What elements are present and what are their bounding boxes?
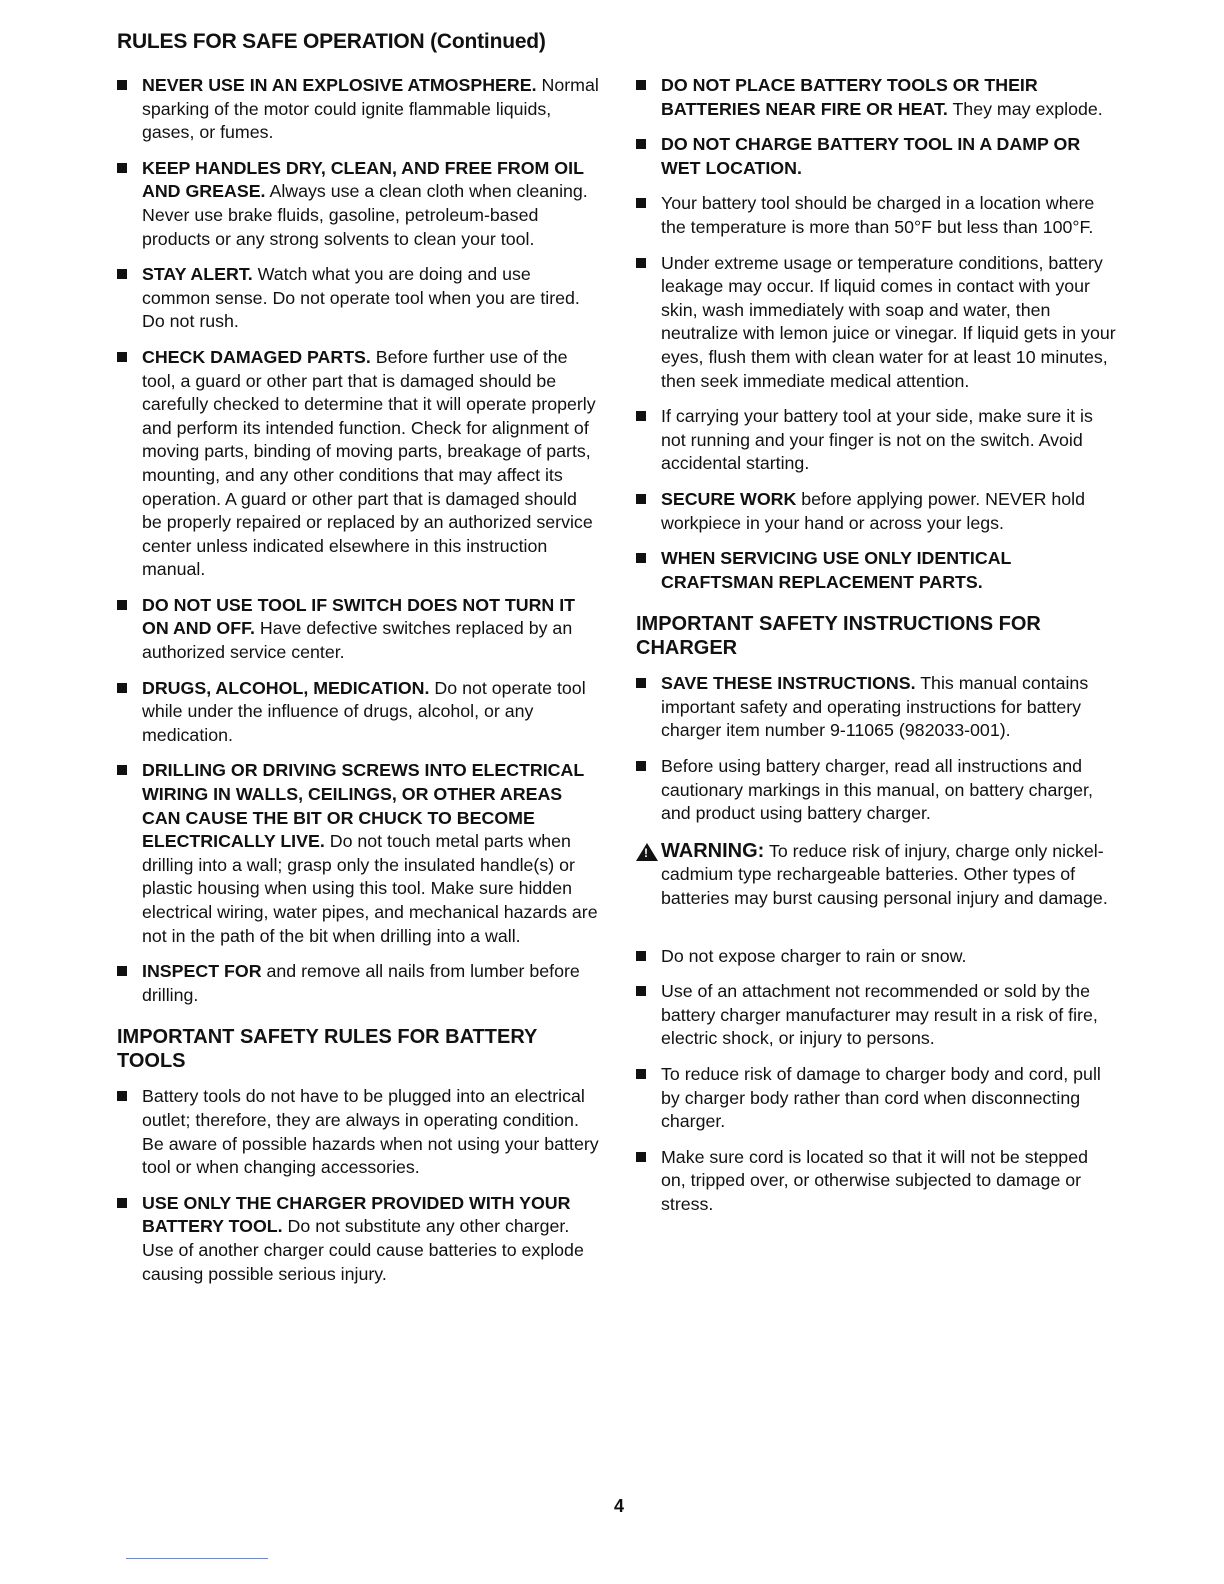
item-text: Before using battery charger, read all instructions and cautionary markings in this manual, on battery charger, and product using battery charger. xyxy=(661,756,1093,824)
square-bullet-icon xyxy=(117,683,127,693)
square-bullet-icon xyxy=(117,1198,127,1208)
item-lead-bold: NEVER USE IN AN EXPLOSIVE ATMOSPHERE. xyxy=(142,75,537,95)
list-item xyxy=(636,192,1116,239)
list-item xyxy=(117,1192,601,1286)
battery-rules-list xyxy=(117,1085,601,1286)
square-bullet-icon xyxy=(117,269,127,279)
list-item xyxy=(117,74,601,145)
item-text: before applying power. NEVER hold workpiece in your hand or across your legs. xyxy=(661,488,1085,533)
charger-instructions-list-continued xyxy=(636,945,1116,1217)
item-lead-bold: KEEP HANDLES DRY, CLEAN, AND FREE FROM OIL AND GREASE. xyxy=(142,157,584,202)
square-bullet-icon xyxy=(117,1091,127,1101)
list-item xyxy=(636,672,1116,743)
item-lead-bold: CHECK DAMAGED PARTS. xyxy=(142,346,371,367)
list-item xyxy=(636,755,1116,826)
square-bullet-icon xyxy=(117,352,127,362)
item-text: Do not substitute any other charger. Use of another charger could cause batteries to explode causing possible serious injury. xyxy=(142,1216,584,1284)
page-number: 4 xyxy=(614,1496,625,1516)
general-rules-list xyxy=(117,74,601,1007)
square-bullet-icon xyxy=(636,139,646,149)
square-bullet-icon xyxy=(636,494,646,504)
list-item xyxy=(636,488,1116,535)
item-lead-bold: SAVE THESE INSTRUCTIONS. xyxy=(661,673,916,694)
list-item xyxy=(636,1063,1116,1134)
list-item xyxy=(117,759,601,948)
battery-section-heading: IMPORTANT SAFETY RULES FOR BATTERY TOOLS xyxy=(117,1026,538,1073)
item-text: Battery tools do not have to be plugged into an electrical outlet; therefore, they are always in operating condition. Be aware of possible hazards when not using your battery tool or when changing accessories. xyxy=(142,1086,599,1178)
item-lead-bold: WHEN SERVICING USE ONLY IDENTICAL CRAFTSMAN REPLACEMENT PARTS. xyxy=(661,548,1012,592)
square-bullet-icon xyxy=(117,80,127,90)
item-text: Under extreme usage or temperature conditions, battery leakage may occur. If liquid comes in contact with your skin, wash immediately with soap and water, then neutralize with lemon juice or vinegar. If liquid gets in your eyes, flush them with clean water for at least 10 minutes, then seek immediate medical attention. xyxy=(661,252,1116,391)
item-text: Make sure cord is located so that it will not be stepped on, tripped over, or otherwise subjected to damage or stress. xyxy=(661,1146,1088,1214)
square-bullet-icon xyxy=(636,951,646,961)
item-text: Watch what you are doing and use common sense. Do not operate tool when you are tired. Do not rush. xyxy=(142,264,580,332)
item-text: Have defective switches replaced by an authorized service center. xyxy=(142,618,573,663)
warning-label: WARNING: xyxy=(661,839,765,862)
item-text: and remove all nails from lumber before drilling. xyxy=(142,961,580,1005)
item-lead-bold: DO NOT USE TOOL IF SWITCH DOES NOT TURN IT ON AND OFF. xyxy=(142,594,576,639)
square-bullet-icon xyxy=(636,553,646,563)
square-bullet-icon xyxy=(117,163,127,173)
list-item xyxy=(636,133,1116,180)
list-item xyxy=(636,980,1116,1051)
warning-triangle-icon xyxy=(636,843,658,861)
item-lead-bold: STAY ALERT. xyxy=(142,264,253,285)
item-text: Do not operate tool while under the influence of drugs, alcohol, or any medication. xyxy=(142,677,586,745)
item-text: To reduce risk of damage to charger body and cord, pull by charger body rather than cord when disconnecting charger. xyxy=(661,1064,1101,1132)
square-bullet-icon xyxy=(636,258,646,268)
list-item xyxy=(636,547,1116,594)
item-text: Use of an attachment not recommended or sold by the battery charger manufacturer may result in a risk of fire, electric shock, or injury to persons. xyxy=(661,981,1098,1049)
square-bullet-icon xyxy=(636,1069,646,1079)
warning-text: To reduce risk of injury, charge only nickel-cadmium type rechargeable batteries. Other types of batteries may burst causing personal injury and damage. xyxy=(661,840,1108,909)
square-bullet-icon xyxy=(117,600,127,610)
item-lead-bold: SECURE WORK xyxy=(661,488,797,509)
square-bullet-icon xyxy=(636,198,646,208)
item-lead-bold: DRILLING OR DRIVING SCREWS INTO ELECTRICAL WIRING IN WALLS, CEILINGS, OR OTHER AREAS CAN CAUSE THE BIT OR CHUCK TO BECOME ELECTRICALLY LIVE. xyxy=(142,760,584,852)
list-item xyxy=(117,157,601,251)
item-lead-bold: DO NOT CHARGE BATTERY TOOL IN A DAMP OR WET LOCATION. xyxy=(661,134,1081,178)
right-column xyxy=(636,74,1116,1229)
item-text: Do not touch metal parts when drilling into a wall; grasp only the insulated handle(s) or plastic housing when using this tool. Make sure hidden electrical wiring, water pipes, and mechanical hazards are not in the path of the bit when drilling into a wall. xyxy=(142,831,598,946)
item-lead-bold: DO NOT PLACE BATTERY TOOLS OR THEIR BATTERIES NEAR FIRE OR HEAT. xyxy=(661,75,1038,119)
item-lead-bold: INSPECT FOR xyxy=(142,961,262,982)
square-bullet-icon xyxy=(636,411,646,421)
square-bullet-icon xyxy=(636,761,646,771)
charger-section-heading: IMPORTANT SAFETY INSTRUCTIONS FOR CHARGER xyxy=(636,613,1041,660)
list-item xyxy=(636,405,1116,476)
charger-instructions-list xyxy=(636,672,1116,826)
list-item xyxy=(636,252,1116,394)
list-item xyxy=(117,1085,601,1179)
square-bullet-icon xyxy=(636,1152,646,1162)
square-bullet-icon xyxy=(117,765,127,775)
left-column xyxy=(117,74,601,1298)
item-text: This manual contains important safety and operating instructions for battery charger item number 9-11065 (982033-001). xyxy=(661,673,1089,741)
square-bullet-icon xyxy=(117,966,127,976)
list-item xyxy=(636,945,1116,969)
list-item xyxy=(117,960,601,1007)
footer-rule xyxy=(126,1558,268,1559)
item-text: Normal sparking of the motor could ignite flammable liquids, gases, or fumes. xyxy=(142,75,599,143)
square-bullet-icon xyxy=(636,986,646,996)
list-item xyxy=(117,263,601,334)
page-title: RULES FOR SAFE OPERATION (Continued) xyxy=(117,30,546,53)
square-bullet-icon xyxy=(636,678,646,688)
item-text: Before further use of the tool, a guard or other part that is damaged should be carefully checked to determine that it will operate properly and perform its intended function. Check for alignment of moving parts, binding of moving parts, breakage of parts, mounting, and any other conditions that may affect its operation. A guard or other part that is damaged should be properly repaired or replaced by an authorized service center unless indicated elsewhere in this instruction manual. xyxy=(142,346,596,580)
item-lead-bold: DRUGS, ALCOHOL, MEDICATION. xyxy=(142,677,430,698)
item-text: Do not expose charger to rain or snow. xyxy=(661,945,967,966)
item-text: Always use a clean cloth when cleaning. Never use brake fluids, gasoline, petroleum-based products or any strong solvents to clean your tool. xyxy=(142,181,588,249)
list-item xyxy=(117,677,601,748)
item-text: They may explode. xyxy=(947,98,1103,119)
item-text: Your battery tool should be charged in a location where the temperature is more than 50°F but less than 100°F. xyxy=(661,193,1095,237)
list-item xyxy=(117,346,601,582)
list-item xyxy=(636,74,1116,121)
square-bullet-icon xyxy=(636,80,646,90)
list-item xyxy=(636,1146,1116,1217)
list-item xyxy=(117,594,601,665)
item-text: If carrying your battery tool at your side, make sure it is not running and your finger is not on the switch. Avoid accidental starting. xyxy=(661,406,1093,474)
item-lead-bold: USE ONLY THE CHARGER PROVIDED WITH YOUR BATTERY TOOL. xyxy=(142,1192,571,1237)
warning-block xyxy=(636,840,1116,911)
battery-rules-list-continued xyxy=(636,74,1116,594)
